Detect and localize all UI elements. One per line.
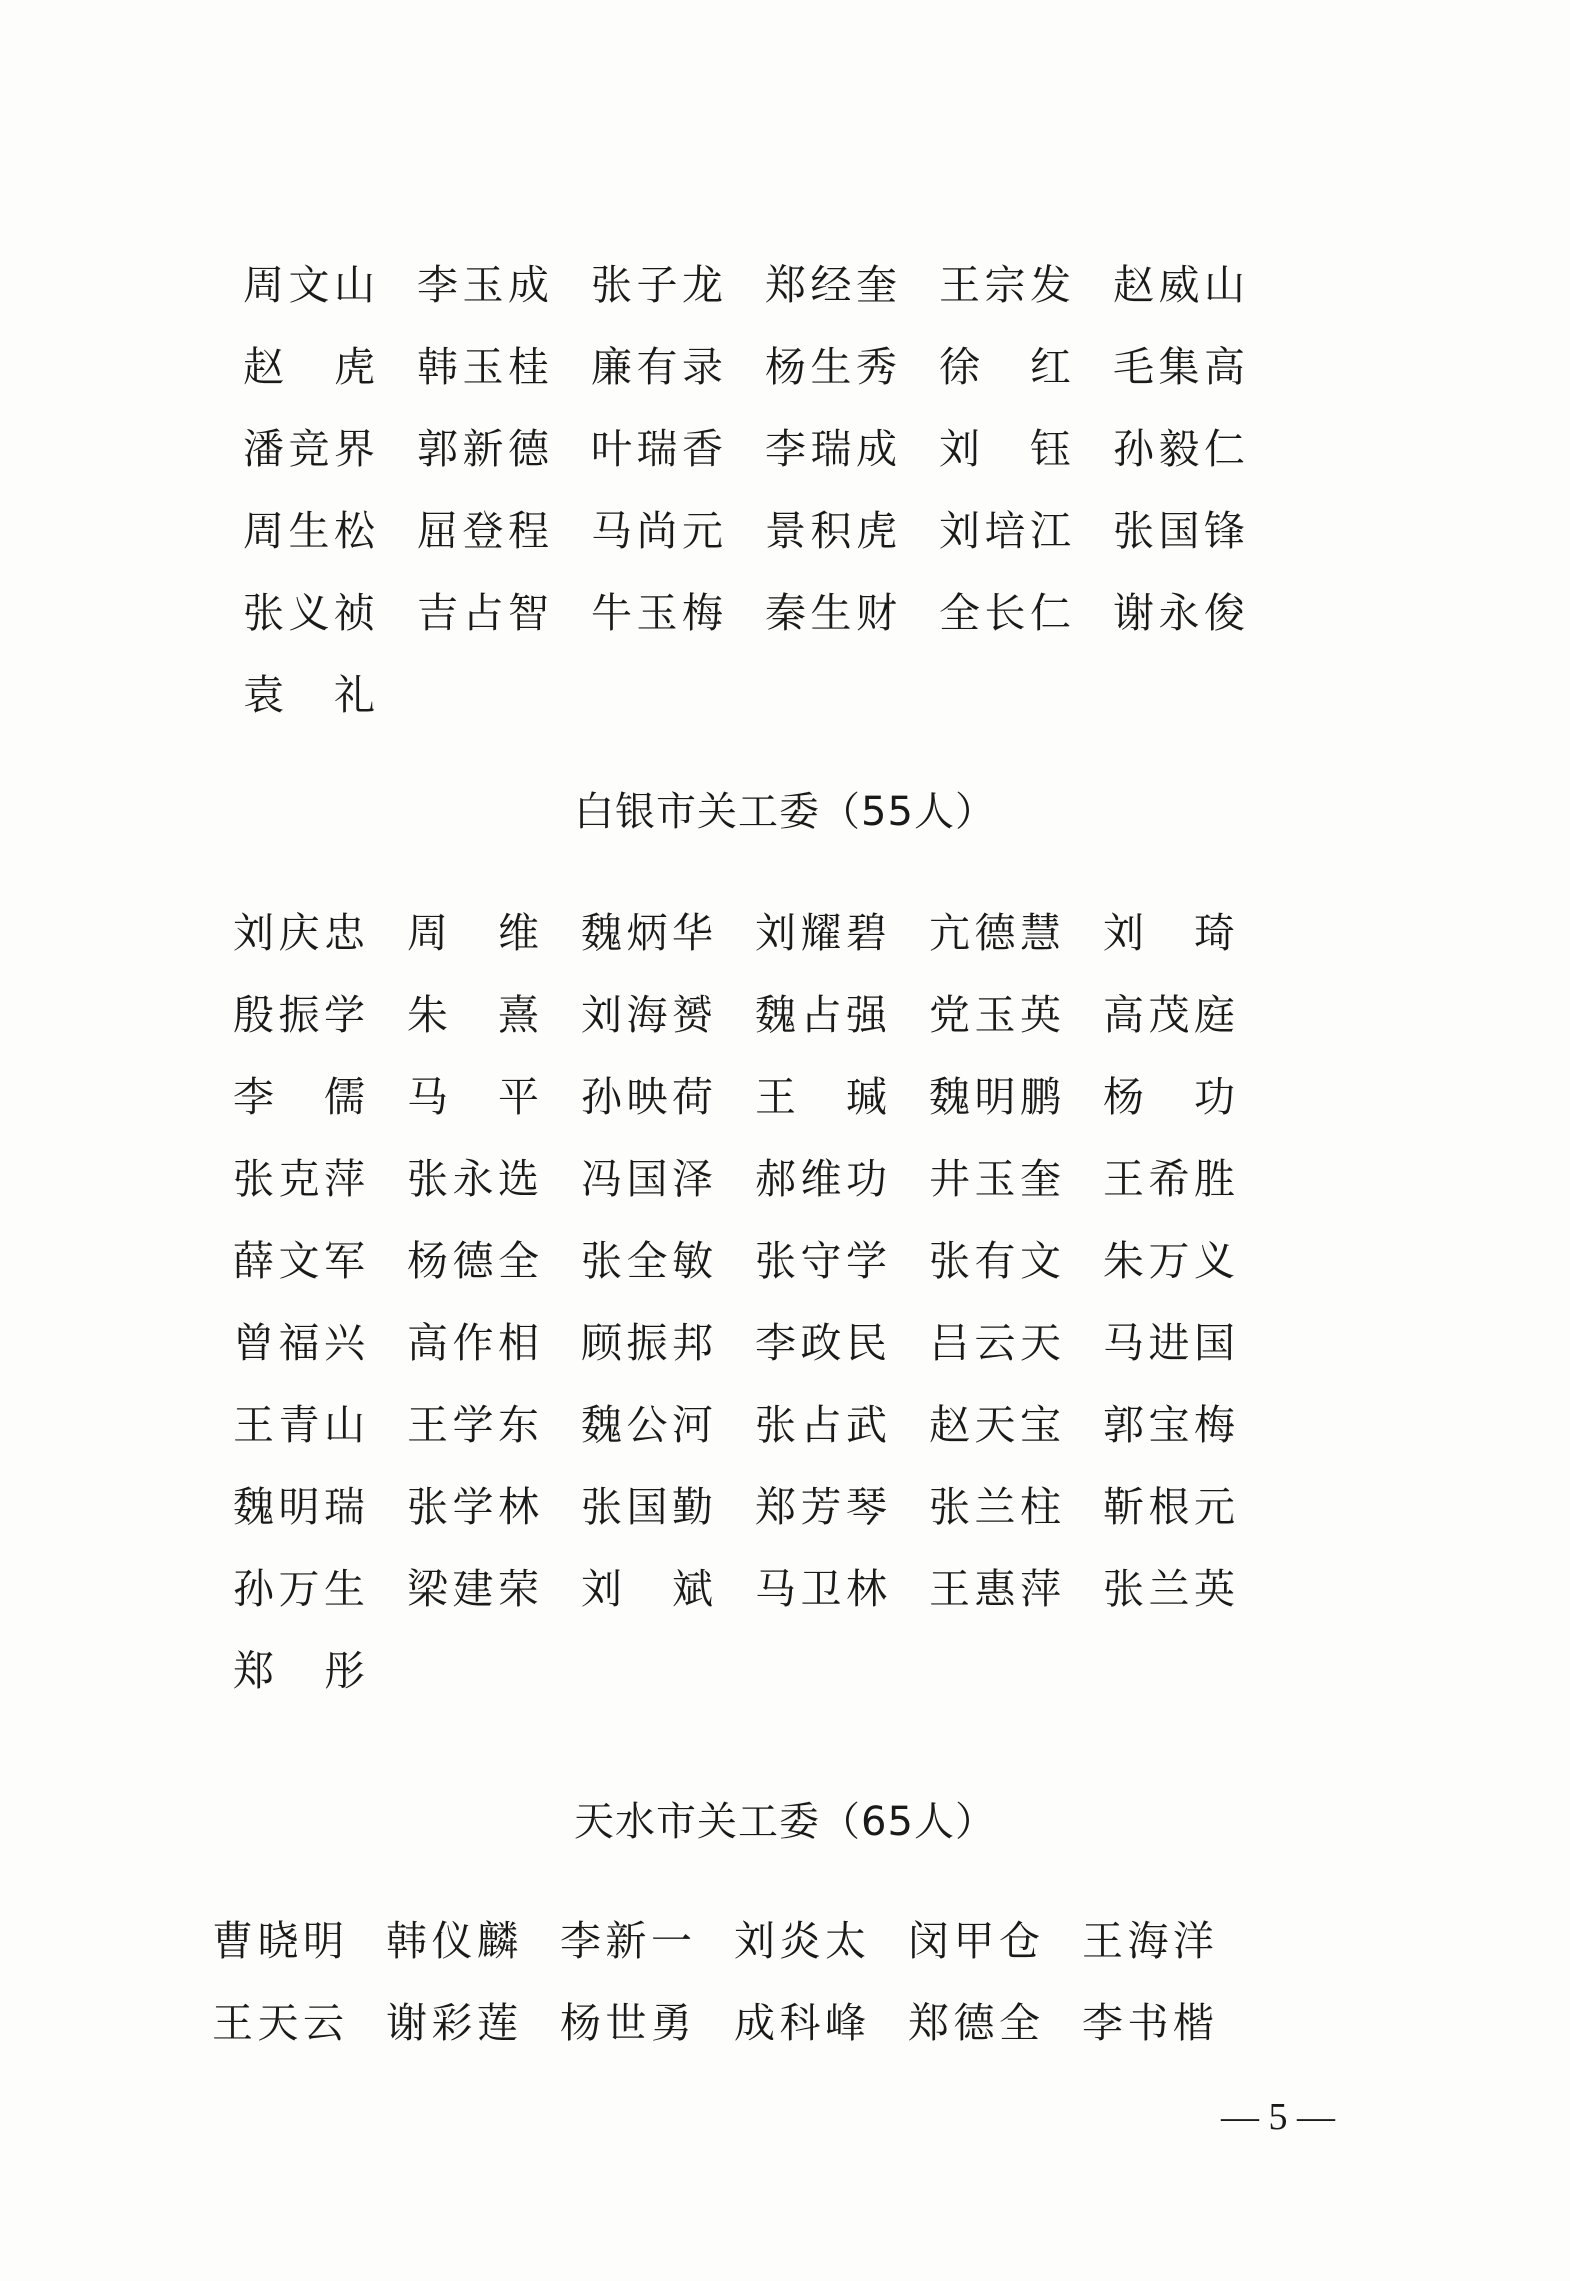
person-name: 顾 振 邦 xyxy=(581,1318,713,1367)
person-name: 王 天 云 xyxy=(212,1998,344,2047)
person-name: 郑 德 全 xyxy=(908,1998,1040,2047)
person-name: 曹 晓 明 xyxy=(212,1916,344,1965)
person-name: 薛 文 军 xyxy=(233,1236,365,1285)
person-name: 孙 映 荷 xyxy=(581,1072,713,1121)
name-row xyxy=(233,970,1277,1052)
person-name: 杨 生 秀 xyxy=(765,342,897,391)
person-name: 梁 建 荣 xyxy=(407,1564,539,1613)
name-list-top xyxy=(243,240,1287,732)
person-name: 杨 世 勇 xyxy=(560,1998,692,2047)
person-name: 景 积 虎 xyxy=(765,506,897,555)
person-name: 郑 芳 琴 xyxy=(755,1482,887,1531)
person-name: 刘 培 江 xyxy=(939,506,1071,555)
person-name: 张 兰 柱 xyxy=(929,1482,1061,1531)
name-row xyxy=(233,1462,1277,1544)
person-name: 杨 功 xyxy=(1103,1072,1235,1121)
name-row xyxy=(243,568,1287,650)
person-name: 谢 永 俊 xyxy=(1113,588,1245,637)
person-name: 魏 炳 华 xyxy=(581,908,713,957)
person-name: 李 儒 xyxy=(233,1072,365,1121)
person-name: 李 新 一 xyxy=(560,1916,692,1965)
person-name: 张 克 萍 xyxy=(233,1154,365,1203)
name-row xyxy=(233,1380,1277,1462)
person-name: 韩 仪 麟 xyxy=(386,1916,518,1965)
person-name: 潘 竞 界 xyxy=(243,424,375,473)
person-name: 朱 熹 xyxy=(407,990,539,1039)
person-name: 马 卫 林 xyxy=(755,1564,887,1613)
person-name: 张 守 学 xyxy=(755,1236,887,1285)
person-name: 刘 海 赟 xyxy=(581,990,713,1039)
person-name: 郑 彤 xyxy=(233,1646,365,1695)
person-name: 井 玉 奎 xyxy=(929,1154,1061,1203)
name-row xyxy=(233,1298,1277,1380)
person-name: 张 国 勤 xyxy=(581,1482,713,1531)
person-name: 张 学 林 xyxy=(407,1482,539,1531)
person-name: 郝 维 功 xyxy=(755,1154,887,1203)
person-name: 刘 钰 xyxy=(939,424,1071,473)
person-name: 高 茂 庭 xyxy=(1103,990,1235,1039)
person-name: 成 科 峰 xyxy=(734,1998,866,2047)
person-name: 赵 虎 xyxy=(243,342,375,391)
person-name: 周 文 山 xyxy=(243,260,375,309)
person-name: 徐 红 xyxy=(939,342,1071,391)
person-name: 魏 公 河 xyxy=(581,1400,713,1449)
person-name: 韩 玉 桂 xyxy=(417,342,549,391)
name-row xyxy=(233,1216,1277,1298)
person-name: 张 永 选 xyxy=(407,1154,539,1203)
person-name: 刘 庆 忠 xyxy=(233,908,365,957)
person-name: 吉 占 智 xyxy=(417,588,549,637)
person-name: 张 占 武 xyxy=(755,1400,887,1449)
person-name: 杨 德 全 xyxy=(407,1236,539,1285)
person-name: 全 长 仁 xyxy=(939,588,1071,637)
person-name: 王 瑊 xyxy=(755,1072,887,1121)
person-name: 吕 云 天 xyxy=(929,1318,1061,1367)
person-name: 秦 生 财 xyxy=(765,588,897,637)
person-name: 马 尚 元 xyxy=(591,506,723,555)
person-name: 刘 耀 碧 xyxy=(755,908,887,957)
person-name: 屈 登 程 xyxy=(417,506,549,555)
name-row xyxy=(243,322,1287,404)
person-name: 周 生 松 xyxy=(243,506,375,555)
person-name: 王 海 洋 xyxy=(1082,1916,1214,1965)
person-name: 张 有 文 xyxy=(929,1236,1061,1285)
person-name: 孙 万 生 xyxy=(233,1564,365,1613)
person-name: 谢 彩 莲 xyxy=(386,1998,518,2047)
name-row xyxy=(243,404,1287,486)
name-row xyxy=(233,1052,1277,1134)
person-name: 魏 占 强 xyxy=(755,990,887,1039)
person-name: 朱 万 义 xyxy=(1103,1236,1235,1285)
person-name: 李 书 楷 xyxy=(1082,1998,1214,2047)
person-name: 王 宗 发 xyxy=(939,260,1071,309)
name-row xyxy=(243,650,1287,732)
person-name: 牛 玉 梅 xyxy=(591,588,723,637)
name-row xyxy=(243,486,1287,568)
person-name: 魏 明 瑞 xyxy=(233,1482,365,1531)
name-row xyxy=(233,1134,1277,1216)
person-name: 马 进 国 xyxy=(1103,1318,1235,1367)
person-name: 殷 振 学 xyxy=(233,990,365,1039)
name-row xyxy=(243,240,1287,322)
person-name: 王 惠 萍 xyxy=(929,1564,1061,1613)
person-name: 高 作 相 xyxy=(407,1318,539,1367)
name-row xyxy=(212,1896,1256,1978)
section-heading-baiyin: 白银市关工委（55人） xyxy=(574,789,996,835)
person-name: 张 全 敏 xyxy=(581,1236,713,1285)
person-name: 郭 宝 梅 xyxy=(1103,1400,1235,1449)
person-name: 亢 德 慧 xyxy=(929,908,1061,957)
person-name: 郭 新 德 xyxy=(417,424,549,473)
person-name: 张 国 锋 xyxy=(1113,506,1245,555)
person-name: 刘 斌 xyxy=(581,1564,713,1613)
person-name: 袁 礼 xyxy=(243,670,375,719)
person-name: 李 瑞 成 xyxy=(765,424,897,473)
name-row xyxy=(212,1978,1256,2060)
person-name: 张 兰 英 xyxy=(1103,1564,1235,1613)
person-name: 冯 国 泽 xyxy=(581,1154,713,1203)
person-name: 李 玉 成 xyxy=(417,260,549,309)
person-name: 赵 威 山 xyxy=(1113,260,1245,309)
person-name: 靳 根 元 xyxy=(1103,1482,1235,1531)
person-name: 张 义 祯 xyxy=(243,588,375,637)
person-name: 曾 福 兴 xyxy=(233,1318,365,1367)
person-name: 马 平 xyxy=(407,1072,539,1121)
person-name: 魏 明 鹏 xyxy=(929,1072,1061,1121)
person-name: 王 青 山 xyxy=(233,1400,365,1449)
name-row xyxy=(233,888,1277,970)
person-name: 廉 有 录 xyxy=(591,342,723,391)
person-name: 刘 炎 太 xyxy=(734,1916,866,1965)
person-name: 郑 经 奎 xyxy=(765,260,897,309)
person-name: 周 维 xyxy=(407,908,539,957)
person-name: 孙 毅 仁 xyxy=(1113,424,1245,473)
name-row xyxy=(233,1626,1277,1708)
person-name: 毛 集 高 xyxy=(1113,342,1245,391)
person-name: 闵 甲 仓 xyxy=(908,1916,1040,1965)
person-name: 王 学 东 xyxy=(407,1400,539,1449)
name-list-tianshui xyxy=(212,1896,1256,2060)
section-heading-tianshui: 天水市关工委（65人） xyxy=(574,1799,996,1845)
person-name: 党 玉 英 xyxy=(929,990,1061,1039)
person-name: 赵 天 宝 xyxy=(929,1400,1061,1449)
person-name: 张 子 龙 xyxy=(591,260,723,309)
person-name: 刘 琦 xyxy=(1103,908,1235,957)
person-name: 李 政 民 xyxy=(755,1318,887,1367)
name-row xyxy=(233,1544,1277,1626)
person-name: 叶 瑞 香 xyxy=(591,424,723,473)
name-list-baiyin xyxy=(233,888,1277,1708)
page-number: — 5 — xyxy=(1221,2096,1335,2138)
person-name: 王 希 胜 xyxy=(1103,1154,1235,1203)
